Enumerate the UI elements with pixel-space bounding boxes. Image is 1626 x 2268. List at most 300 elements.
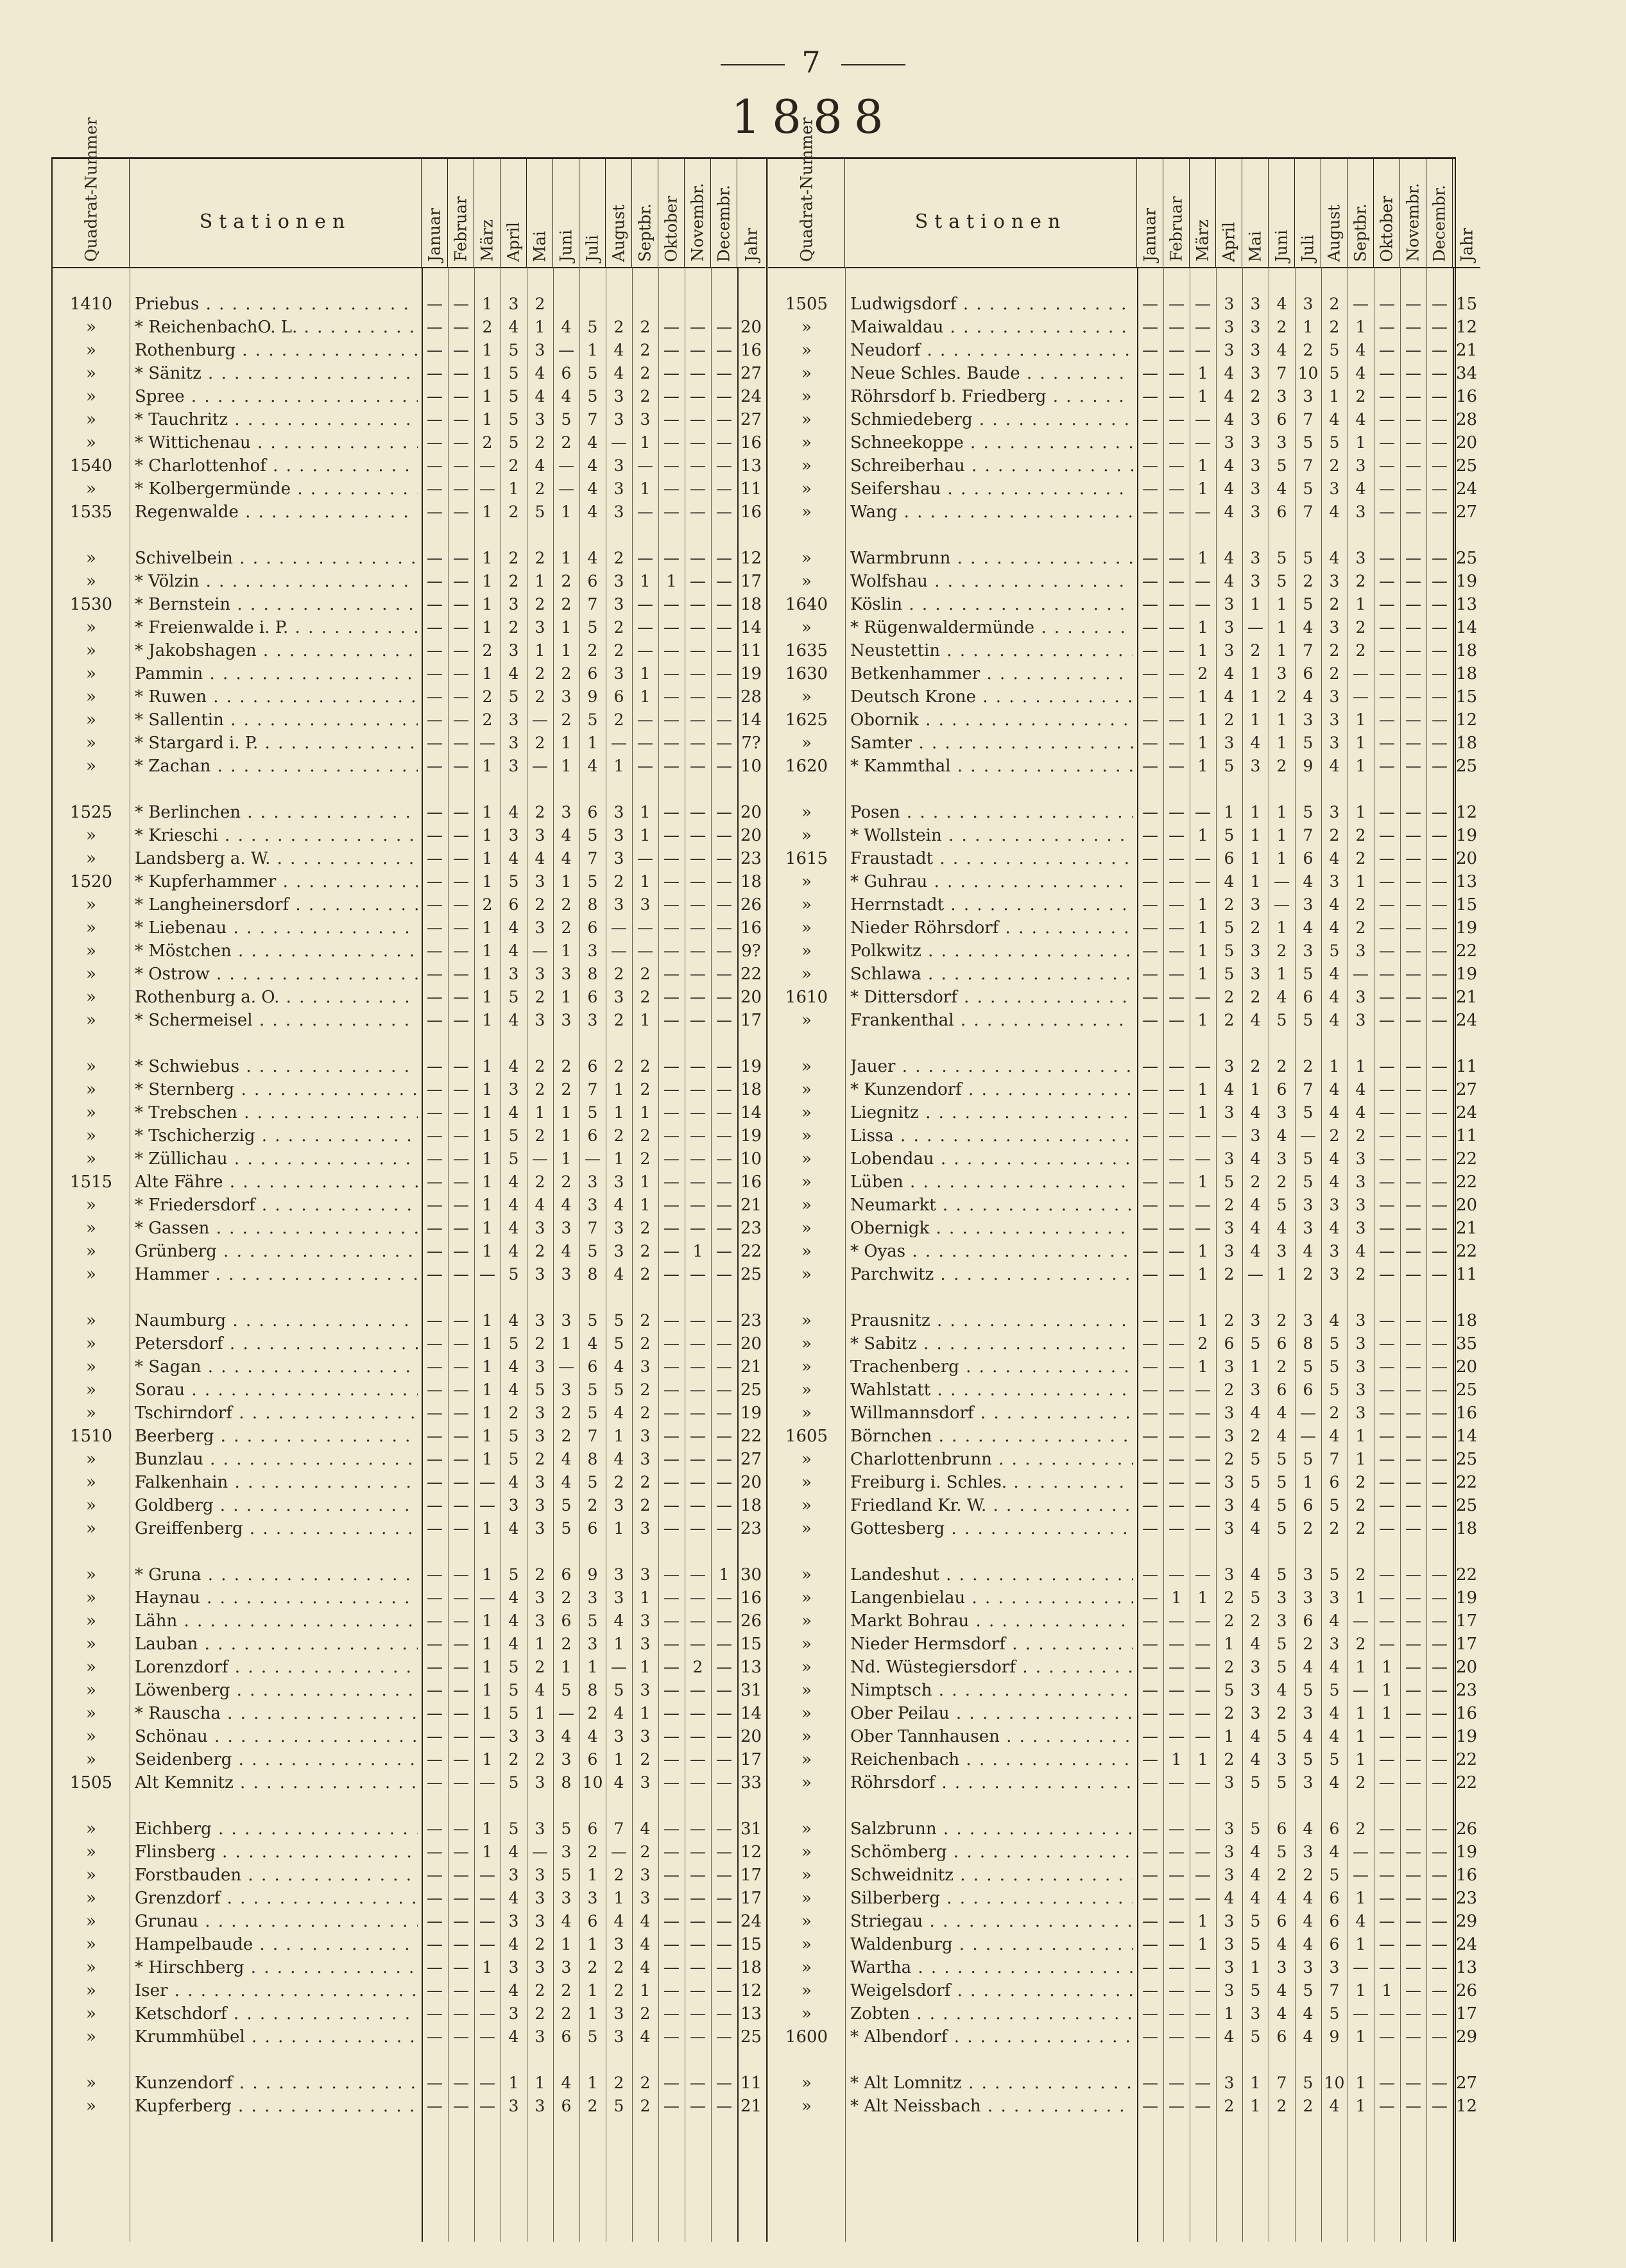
month-value: —: [690, 1357, 706, 1376]
year-total: 16: [1455, 387, 1478, 406]
month-value: 3: [535, 826, 545, 845]
month-value: 5: [508, 1450, 519, 1468]
month-value: —: [427, 941, 443, 960]
month-value: 3: [640, 410, 651, 429]
year-total: 19: [1455, 826, 1478, 845]
header-stationen: [130, 159, 422, 267]
month-value: —: [427, 503, 443, 521]
month-value: —: [1432, 456, 1448, 475]
quadrat-number: 1525: [69, 803, 113, 822]
month-value: 6: [1303, 849, 1314, 868]
quadrat-number: »: [86, 1450, 96, 1469]
month-value: 3: [1224, 295, 1235, 313]
month-value: —: [1168, 1819, 1185, 1838]
month-value: 4: [1329, 1704, 1340, 1722]
month-value: —: [1168, 757, 1185, 775]
month-value: —: [663, 387, 680, 406]
month-value: —: [427, 1635, 443, 1653]
month-value: —: [1379, 1126, 1395, 1145]
station-name: Waldenburg . . .: [850, 1933, 1133, 1956]
month-value: 2: [1303, 341, 1314, 359]
station-name: Lauban . . .: [135, 1633, 418, 1656]
table-row: [768, 732, 1480, 755]
table-row: [768, 1309, 1480, 1332]
month-value: 1: [1224, 1635, 1235, 1653]
month-value: —: [1432, 1658, 1448, 1676]
month-value: 6: [1329, 1473, 1340, 1491]
quadrat-number: »: [86, 1311, 96, 1330]
station-name: Parchwitz . . .: [850, 1263, 1133, 1286]
month-value: —: [1432, 1773, 1448, 1792]
month-value: 10: [582, 1773, 603, 1792]
month-value: —: [663, 1103, 680, 1122]
header-stationen: [845, 159, 1137, 267]
station-name: Flinsberg . . .: [135, 1841, 418, 1864]
month-value: —: [1195, 1958, 1211, 1977]
month-value: —: [1168, 1011, 1185, 1029]
quadrat-number: »: [801, 1011, 812, 1030]
month-value: 1: [640, 1658, 651, 1676]
month-value: —: [1142, 479, 1158, 498]
month-value: 9: [587, 687, 598, 706]
month-value: 4: [508, 1311, 519, 1330]
table-row: [768, 1702, 1480, 1725]
year-total: 20: [740, 826, 762, 845]
month-value: 3: [640, 1450, 651, 1468]
month-value: 4: [561, 387, 572, 406]
month-value: 8: [587, 965, 598, 983]
year-total: 12: [740, 549, 762, 568]
year-total: 21: [1455, 1219, 1478, 1238]
table-row: [53, 639, 765, 662]
month-value: —: [716, 710, 732, 729]
month-value: —: [716, 1727, 732, 1746]
quadrat-number: »: [86, 1473, 96, 1492]
month-value: —: [1405, 803, 1421, 821]
year-total: 15: [740, 1635, 762, 1654]
month-value: —: [1405, 1958, 1421, 1977]
month-value: 4: [1250, 1727, 1261, 1746]
station-name: * Liebenau . . .: [135, 916, 418, 940]
month-value: —: [1142, 1404, 1158, 1422]
month-value: —: [690, 1126, 706, 1145]
station-name: Herrnstadt . . .: [850, 893, 1133, 916]
month-value: 4: [1329, 2097, 1340, 2115]
table-header: [768, 117, 1480, 268]
table-row: [53, 570, 765, 593]
month-value: 1: [640, 572, 651, 590]
month-value: 5: [508, 1565, 519, 1584]
quadrat-number: »: [86, 2097, 96, 2116]
month-value: 4: [508, 1981, 519, 2000]
month-value: —: [1168, 1635, 1185, 1653]
month-value: 1: [482, 803, 493, 821]
month-value: 4: [1276, 341, 1287, 359]
month-value: 3: [613, 1496, 624, 1515]
month-value: 6: [508, 895, 519, 914]
month-value: —: [663, 734, 680, 752]
month-value: —: [1379, 1473, 1395, 1491]
month-value: 1: [1382, 1658, 1392, 1676]
month-value: —: [1379, 734, 1395, 752]
table-row: [53, 1240, 765, 1263]
month-value: —: [1379, 1611, 1395, 1630]
header-month-9: [632, 159, 658, 267]
month-value: —: [663, 364, 680, 382]
month-value: 3: [1250, 1380, 1261, 1399]
month-value: 4: [535, 849, 545, 868]
month-value: 3: [1224, 1427, 1235, 1445]
month-value: 5: [587, 318, 598, 336]
quadrat-number: 1640: [785, 595, 828, 614]
month-value: 4: [1303, 687, 1314, 706]
year-total: 31: [740, 1681, 762, 1700]
month-value: —: [663, 1565, 680, 1584]
month-value: —: [1379, 1080, 1395, 1099]
month-value: —: [663, 618, 680, 637]
year-total: 19: [740, 1057, 762, 1076]
station-name: Seidenberg . . .: [135, 1748, 418, 1771]
month-value: —: [1432, 1519, 1448, 1538]
month-value: 1: [640, 803, 651, 821]
month-value: 4: [1250, 1011, 1261, 1029]
month-value: —: [1168, 572, 1185, 590]
month-value: —: [532, 941, 548, 960]
month-value: 1: [482, 410, 493, 429]
month-value: 4: [1303, 872, 1314, 891]
month-value: —: [1195, 988, 1211, 1006]
month-value: 3: [1329, 618, 1340, 637]
month-value: —: [1142, 826, 1158, 845]
month-value: 4: [508, 1519, 519, 1538]
month-value: —: [1405, 2097, 1421, 2115]
month-value: 6: [587, 1357, 598, 1376]
month-value: 7: [1276, 2074, 1287, 2092]
month-value: 8: [587, 895, 598, 914]
month-value: —: [1168, 1219, 1185, 1237]
month-value: —: [1195, 1450, 1211, 1468]
quadrat-number: »: [86, 318, 96, 337]
station-name: Schneekoppe . . .: [850, 431, 1133, 454]
month-value: 3: [508, 1912, 519, 1930]
month-value: —: [427, 1935, 443, 1954]
station-name: Landsberg a. W. . . .: [135, 847, 418, 870]
month-value: 4: [1224, 664, 1235, 683]
month-value: 5: [508, 1773, 519, 1792]
month-value: 2: [1355, 1635, 1366, 1653]
month-value: 1: [482, 549, 493, 567]
month-value: 6: [587, 1057, 598, 1076]
month-value: 1: [1197, 1173, 1208, 1191]
month-value: 2: [1329, 1404, 1340, 1422]
month-value: —: [1142, 803, 1158, 821]
month-value: 1: [508, 2074, 519, 2092]
month-value: 3: [535, 1357, 545, 1376]
year-total: 25: [1455, 1496, 1478, 1515]
month-value: —: [716, 1380, 732, 1399]
month-value: 1: [1250, 2097, 1261, 2115]
month-value: 1: [482, 988, 493, 1006]
month-value: —: [1432, 687, 1448, 706]
month-value: 1: [587, 341, 598, 359]
month-value: 1: [1276, 734, 1287, 752]
month-value: —: [1405, 1357, 1421, 1376]
month-value: 3: [613, 595, 624, 614]
month-value: 2: [535, 1658, 545, 1676]
month-value: —: [1432, 1265, 1448, 1284]
month-value: —: [1405, 1427, 1421, 1445]
month-value: —: [690, 341, 706, 359]
month-value: 1: [482, 826, 493, 845]
month-value: 1: [1197, 710, 1208, 729]
quadrat-number: »: [801, 1958, 812, 1977]
quadrat-number: »: [86, 1357, 96, 1377]
month-value: 1: [482, 1819, 493, 1838]
month-value: —: [690, 1334, 706, 1353]
month-value: —: [479, 734, 495, 752]
month-value: 4: [1329, 1219, 1340, 1237]
month-value: 6: [561, 1611, 572, 1630]
month-value: —: [663, 1866, 680, 1884]
quadrat-number: »: [801, 1080, 812, 1099]
month-value: —: [611, 941, 627, 960]
month-value: —: [1405, 387, 1421, 406]
year-total: 15: [1455, 895, 1478, 915]
month-value: 4: [1276, 1219, 1287, 1237]
month-value: 3: [1355, 1196, 1366, 1214]
station-name: Börnchen . . .: [850, 1425, 1133, 1448]
year-total: 20: [1455, 1658, 1478, 1677]
month-value: 4: [1224, 1080, 1235, 1099]
quadrat-number: »: [86, 1519, 96, 1538]
month-value: 6: [587, 1819, 598, 1838]
year-total: 19: [1455, 965, 1478, 984]
month-value: 3: [508, 1496, 519, 1515]
table-row: [768, 1979, 1480, 2002]
table-row: [53, 1679, 765, 1702]
month-value: 2: [561, 1057, 572, 1076]
month-value: 3: [535, 1265, 545, 1284]
month-value: —: [1405, 318, 1421, 336]
month-value: 2: [640, 364, 651, 382]
quadrat-number: »: [86, 734, 96, 753]
month-value: 4: [1276, 1935, 1287, 1954]
month-value: 5: [1250, 1912, 1261, 1930]
month-value: 2: [1355, 895, 1366, 914]
month-value: —: [690, 2004, 706, 2023]
month-value: —: [1405, 341, 1421, 359]
month-value: 1: [482, 1681, 493, 1699]
table-row: [768, 477, 1480, 501]
month-value: —: [716, 918, 732, 937]
table-row: [53, 986, 765, 1009]
table-row: [53, 1217, 765, 1240]
station-name: Striegau . . .: [850, 1910, 1133, 1933]
year-total: 14: [740, 1103, 762, 1122]
month-value: —: [716, 595, 732, 614]
year-total: 19: [1455, 1727, 1478, 1746]
quadrat-number: »: [86, 433, 96, 452]
month-value: 4: [1303, 2027, 1314, 2046]
month-value: 3: [1250, 941, 1261, 960]
month-value: 5: [1329, 433, 1340, 452]
station-name: Röhrsdorf . . .: [850, 1771, 1133, 1794]
month-value: 3: [640, 1889, 651, 1907]
month-value: 3: [535, 1727, 545, 1746]
month-value: 2: [1250, 918, 1261, 937]
month-value: —: [1195, 1843, 1211, 1861]
month-value: —: [611, 734, 627, 752]
month-value: 4: [508, 1843, 519, 1861]
month-value: 7: [1303, 456, 1314, 475]
month-value: 5: [508, 433, 519, 452]
month-value: 5: [508, 1334, 519, 1353]
month-value: —: [690, 849, 706, 868]
station-name: Alte Fähre . . .: [135, 1171, 418, 1194]
month-value: 2: [640, 1496, 651, 1515]
month-value: 3: [1355, 1334, 1366, 1353]
month-value: —: [453, 1080, 469, 1099]
year-total: 22: [740, 965, 762, 984]
year-total: 15: [740, 1935, 762, 1954]
month-value: 3: [508, 1727, 519, 1746]
month-value: —: [453, 1126, 469, 1145]
month-value: 1: [1197, 941, 1208, 960]
month-value: —: [1405, 988, 1421, 1006]
month-value: —: [690, 572, 706, 590]
month-value: 1: [535, 318, 545, 336]
month-value: 4: [508, 1011, 519, 1029]
month-value: —: [1195, 572, 1211, 590]
month-value: 2: [587, 2097, 598, 2115]
table-row: [768, 1379, 1480, 1402]
month-value: —: [690, 1103, 706, 1122]
month-value: 2: [535, 1750, 545, 1769]
quadrat-number: »: [801, 941, 812, 961]
header-month-label: August: [609, 204, 628, 262]
month-value: 1: [613, 1103, 624, 1122]
header-month-4: [501, 159, 527, 267]
month-value: 3: [1224, 1912, 1235, 1930]
month-value: 4: [508, 849, 519, 868]
month-value: —: [453, 1173, 469, 1191]
month-value: —: [453, 1750, 469, 1769]
month-value: 1: [508, 479, 519, 498]
month-value: 7: [1276, 364, 1287, 382]
station-name: Weigelsdorf . . .: [850, 1979, 1133, 2002]
month-value: 3: [1224, 433, 1235, 452]
month-value: 3: [1224, 1935, 1235, 1954]
month-value: 3: [1355, 1404, 1366, 1422]
month-value: —: [1168, 364, 1185, 382]
month-value: 4: [1224, 456, 1235, 475]
month-value: 4: [640, 1958, 651, 1977]
month-value: 1: [1250, 1357, 1261, 1376]
quadrat-number: »: [801, 1681, 812, 1700]
month-value: 2: [640, 1750, 651, 1769]
table-row: [53, 431, 765, 454]
month-value: 3: [640, 1611, 651, 1630]
month-value: 2: [535, 734, 545, 752]
year-total: 16: [740, 1173, 762, 1192]
month-value: 1: [1355, 1889, 1366, 1907]
header-month-11: [1400, 159, 1426, 267]
year-total: 25: [1455, 1450, 1478, 1469]
month-value: —: [1405, 872, 1421, 891]
year-total: 27: [740, 1450, 762, 1469]
month-value: —: [716, 2004, 732, 2023]
month-value: 1: [482, 918, 493, 937]
month-value: 2: [482, 641, 493, 660]
month-value: —: [716, 1611, 732, 1630]
month-value: —: [532, 757, 548, 775]
month-value: —: [427, 341, 443, 359]
month-value: 4: [561, 2074, 572, 2092]
month-value: 3: [1224, 1103, 1235, 1122]
year-total: 11: [1455, 1265, 1478, 1284]
month-value: 3: [535, 1427, 545, 1445]
year-total: 25: [740, 2027, 762, 2047]
month-value: —: [1353, 1958, 1369, 1977]
month-value: 3: [561, 1958, 572, 1977]
station-name: Freiburg i. Schles. . . .: [850, 1471, 1133, 1494]
month-value: 1: [1355, 2074, 1366, 2092]
month-value: —: [1142, 965, 1158, 983]
header-month-label: April: [504, 222, 523, 262]
station-name: Landeshut . . .: [850, 1563, 1133, 1586]
month-value: —: [453, 618, 469, 637]
month-value: —: [1142, 1958, 1158, 1977]
station-name: Salzbrunn . . .: [850, 1817, 1133, 1841]
month-value: —: [427, 2027, 443, 2046]
month-value: —: [663, 1427, 680, 1445]
month-value: 1: [1250, 803, 1261, 821]
month-value: —: [427, 433, 443, 452]
month-value: 2: [561, 895, 572, 914]
month-value: 1: [640, 433, 651, 452]
month-value: —: [1142, 664, 1158, 683]
month-value: —: [453, 1912, 469, 1930]
month-value: 1: [1197, 734, 1208, 752]
month-value: 2: [508, 503, 519, 521]
month-value: —: [1405, 572, 1421, 590]
month-value: 2: [1224, 1750, 1235, 1769]
month-value: 5: [535, 1380, 545, 1399]
month-value: 1: [1250, 687, 1261, 706]
month-value: 3: [535, 1311, 545, 1330]
month-value: 2: [1224, 1450, 1235, 1468]
table-row: [768, 1887, 1480, 1910]
month-value: —: [1142, 1103, 1158, 1122]
month-value: 1: [1276, 965, 1287, 983]
station-name: Krummhübel . . .: [135, 2025, 418, 2049]
month-value: 7: [587, 410, 598, 429]
month-value: 3: [508, 2097, 519, 2115]
month-value: 1: [640, 1981, 651, 2000]
month-value: —: [1432, 1635, 1448, 1653]
month-value: 1: [482, 872, 493, 891]
station-name: Kunzendorf . . .: [135, 2072, 418, 2095]
month-value: —: [1195, 1681, 1211, 1699]
month-value: 4: [1303, 1819, 1314, 1838]
month-value: 1: [482, 1126, 493, 1145]
month-value: 3: [587, 1196, 598, 1214]
month-value: —: [690, 803, 706, 821]
station-name: * Ostrow . . .: [135, 963, 418, 986]
table-row: [768, 709, 1480, 732]
month-value: 1: [613, 1750, 624, 1769]
month-value: —: [716, 641, 732, 660]
